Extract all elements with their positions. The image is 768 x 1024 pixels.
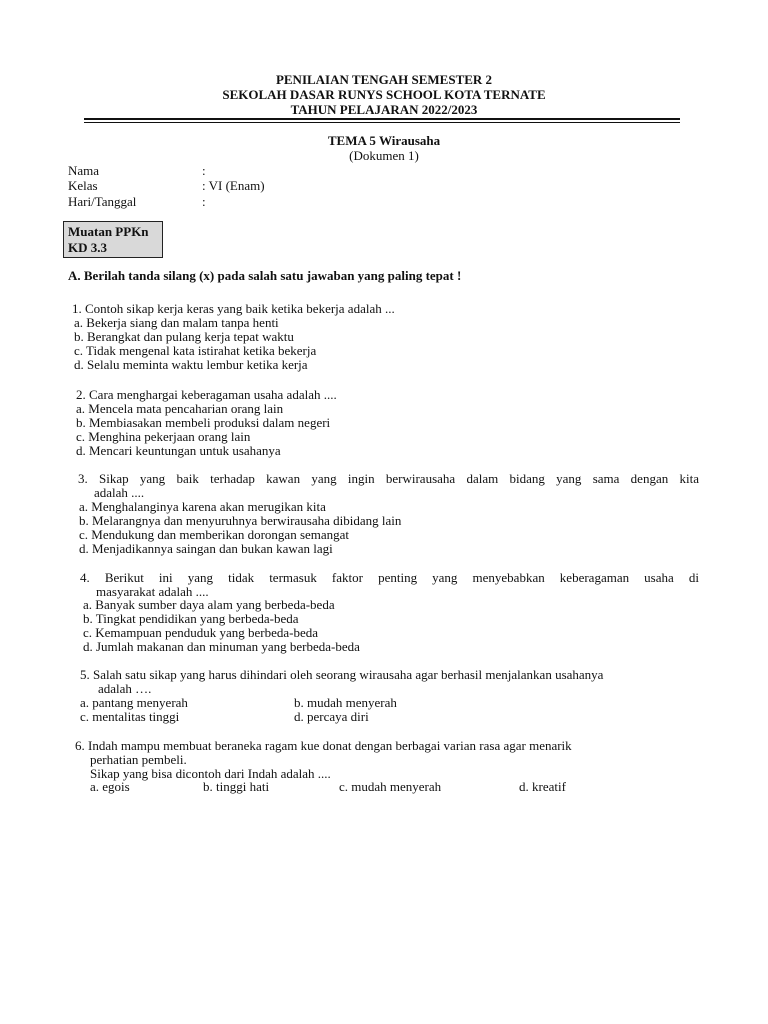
identity-label-class: Kelas <box>68 178 98 193</box>
q5-option-b: b. mudah menyerah <box>294 695 397 710</box>
q1-option-b: b. Berangkat dan pulang kerja tepat waktu <box>74 329 294 344</box>
q1-option-d: d. Selalu meminta waktu lembur ketika kerja <box>74 357 308 372</box>
q2-option-b: b. Membiasakan membeli produksi dalam negeri <box>76 415 331 430</box>
q3-option-b: b. Melarangnya dan menyuruhnya berwirausaha dibidang lain <box>79 513 402 528</box>
q6-option-a: a. egois <box>90 779 130 794</box>
q1-option-c: c. Tidak mengenal kata istirahat ketika bekerja <box>74 343 317 358</box>
q3-option-c: c. Mendukung dan memberikan dorongan semangat <box>79 527 350 542</box>
q6-option-d: d. kreatif <box>519 779 566 794</box>
q6-stem-line3: Sikap yang bisa dicontoh dari Indah adalah .... <box>90 766 331 781</box>
identity-value-name: : <box>202 163 206 178</box>
q2-stem: 2. Cara menghargai keberagaman usaha adalah .... <box>76 387 337 402</box>
q3-stem-line2: adalah .... <box>94 485 145 500</box>
q4-option-d: d. Jumlah makanan dan minuman yang berbeda-beda <box>83 639 360 654</box>
q6-option-b: b. tinggi hati <box>203 779 270 794</box>
q2-option-a: a. Mencela mata pencaharian orang lain <box>76 401 284 416</box>
q1-option-a: a. Bekerja siang dan malam tanpa henti <box>74 315 279 330</box>
header-rule-thin <box>84 122 680 123</box>
q4-stem-line2: masyarakat adalah .... <box>96 584 209 599</box>
competency-label: KD 3.3 <box>68 240 107 255</box>
q2-option-d: d. Mencari keuntungan untuk usahanya <box>76 443 281 458</box>
header-school: SEKOLAH DASAR RUNYS SCHOOL KOTA TERNATE <box>222 87 546 102</box>
header-rule-thick <box>84 118 680 120</box>
q5-stem-line2: adalah …. <box>98 681 152 696</box>
identity-label-name: Nama <box>68 163 100 178</box>
q5-option-c: c. mentalitas tinggi <box>80 709 180 724</box>
q4-option-c: c. Kemampuan penduduk yang berbeda-beda <box>83 625 318 640</box>
q4-option-a: a. Banyak sumber daya alam yang berbeda-beda <box>83 597 335 612</box>
header-year: TAHUN PELAJARAN 2022/2023 <box>290 102 478 117</box>
identity-label-date: Hari/Tanggal <box>68 194 137 209</box>
q5-option-a: a. pantang menyerah <box>80 695 188 710</box>
subject-label: Muatan PPKn <box>68 224 149 239</box>
theme-subtitle: (Dokumen 1) <box>349 148 419 163</box>
q6-option-c: c. mudah menyerah <box>339 779 442 794</box>
q2-option-c: c. Menghina pekerjaan orang lain <box>76 429 251 444</box>
q5-option-d: d. percaya diri <box>294 709 369 724</box>
section-a-instruction: A. Berilah tanda silang (x) pada salah satu jawaban yang paling tepat ! <box>68 268 462 283</box>
q5-stem-line1: 5. Salah satu sikap yang harus dihindari oleh seorang wirausaha agar berhasil menjalankan usahanya <box>80 667 604 682</box>
theme-title: TEMA 5 Wirausaha <box>327 133 441 148</box>
identity-value-class: : VI (Enam) <box>202 178 265 193</box>
header-title: PENILAIAN TENGAH SEMESTER 2 <box>275 72 493 87</box>
q3-option-a: a. Menghalanginya karena akan merugikan kita <box>79 499 326 514</box>
q4-option-b: b. Tingkat pendidikan yang berbeda-beda <box>83 611 299 626</box>
subject-box <box>63 221 163 258</box>
q1-stem: 1. Contoh sikap kerja keras yang baik ketika bekerja adalah ... <box>72 301 395 316</box>
q6-stem-line1: 6. Indah mampu membuat beraneka ragam kue donat dengan berbagai varian rasa agar menarik <box>75 738 572 753</box>
q6-stem-line2: perhatian pembeli. <box>90 752 187 767</box>
q3-option-d: d. Menjadikannya saingan dan bukan kawan lagi <box>79 541 333 556</box>
identity-value-date: : <box>202 194 206 209</box>
q3-stem-line1: 3. Sikap yang baik terhadap kawan yang ingin berwirausaha dalam bidang yang sama dengan kita <box>78 471 699 486</box>
q4-stem-line1: 4. Berikut ini yang tidak termasuk faktor penting yang menyebabkan keberagaman usaha di <box>80 570 699 585</box>
